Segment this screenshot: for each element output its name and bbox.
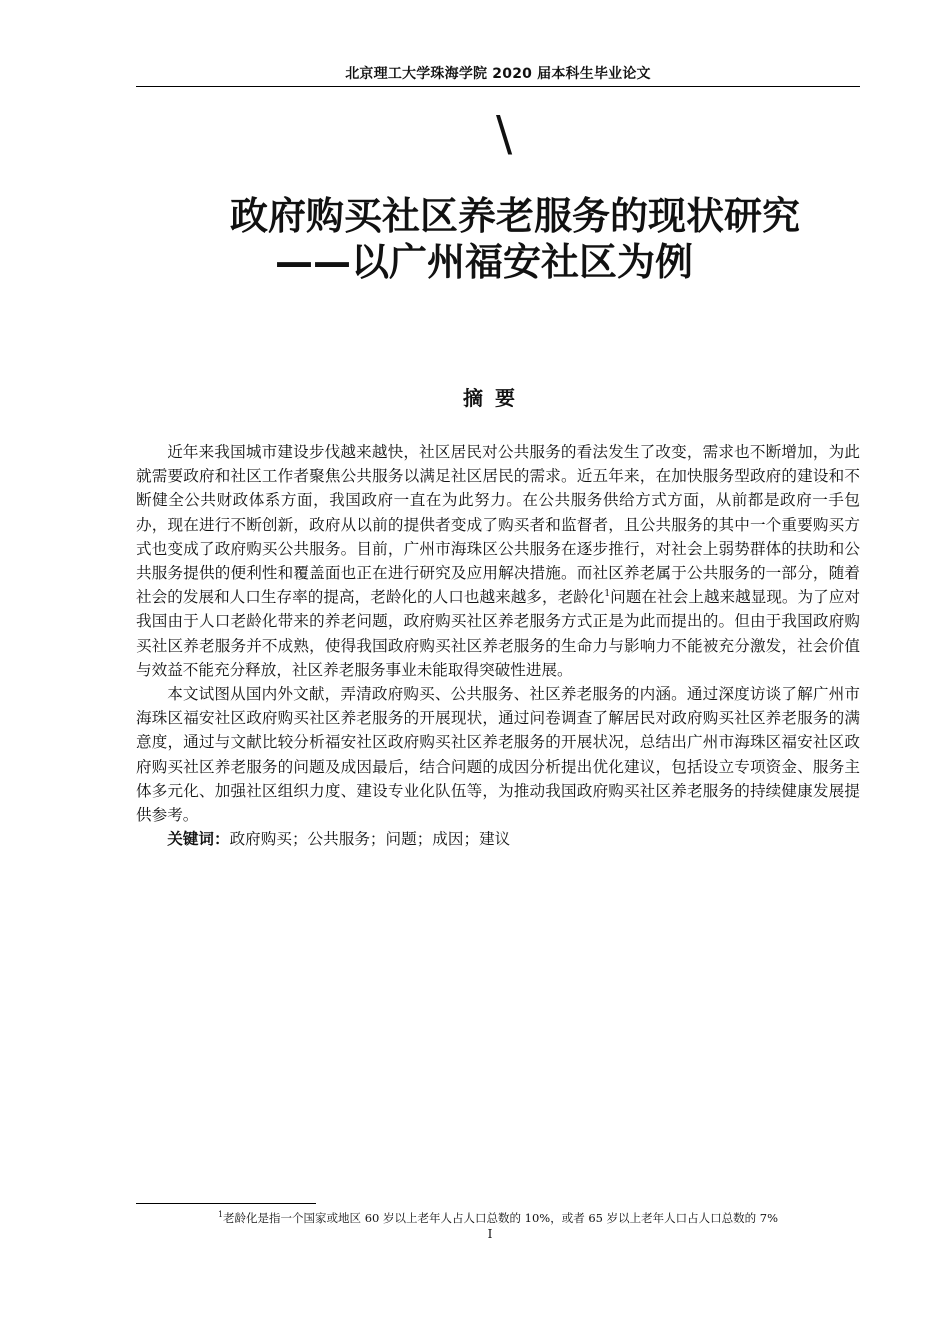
footnote-text: 老龄化是指一个国家或地区 60 岁以上老年人占人口总数的 10%，或者 65 岁以上老年人口占人口总数的 7% [223, 1211, 779, 1225]
abstract-paragraph [136, 440, 860, 682]
header-rule [136, 86, 860, 87]
abstract-paragraph-text: 近年来我国城市建设步伐越来越快，社区居民对公共服务的看法发生了改变，需求也不断增加，为此就需要政府和社区工作者聚焦公共服务以满足社区居民的需求。近五年来，在加快服务型政府的建设和不断健全公共财政体系方面，我国政府一直在为此努力。在公共服务供给方式方面，从前都是政府一手包办，现在进行不断创新，政府从以前的提供者变成了购买者和监督者，且公共服务的其中一个重要购买方式也变成了政府购买公共服务。目前，广州市海珠区公共服务在逐步推行，对社会上弱势群体的扶助和公共服务提供的便利性和覆盖面也正在进行研究及应用解决措施。而社区养老属于公共服务的一部分，随着社会的发展和人口生存率的提高，老龄化的人口也越来越多，老龄化 [136, 443, 860, 607]
footnote-reference[interactable]: 1 [604, 589, 611, 600]
running-header: 北京理工大学珠海学院 2020 届本科生毕业论文 [345, 66, 651, 82]
abstract-heading: 摘要 [463, 386, 527, 410]
thesis-subtitle: ——以广州福安社区为例 [275, 240, 694, 284]
stray-backslash-mark: \ [496, 106, 513, 162]
footnote-separator [136, 1203, 316, 1204]
abstract-paragraph-text: 问题在社会上越来越显现。为了应对我国由于人口老龄化带来的养老问题，政府购买社区养老服务方式正是为此而提出的。但由于我国政府购买社区养老服务并不成熟，使得我国政府购买社区养老服务的生命力与影响力不能被充分激发，社会价值与效益不能充分释放，社区养老服务事业未能取得突破性进展。 [136, 588, 860, 679]
keywords-label: 关键词： [167, 830, 230, 849]
abstract-paragraph: 本文试图从国内外文献，弄清政府购买、公共服务、社区养老服务的内涵。通过深度访谈了解广州市海珠区福安社区政府购买社区养老服务的开展现状，通过问卷调查了解居民对政府购买社区养老服务的满意度，通过与文献比较分析福安社区政府购买社区养老服务的开展状况，总结出广州市海珠区福安社区政府购买社区养老服务的问题及成因最后，结合问题的成因分析提出优化建议，包括设立专项资金、服务主体多元化、加强社区组织力度、建设专业化队伍等，为推动我国政府购买社区养老服务的持续健康发展提供参考。 [136, 685, 860, 825]
keywords-line [136, 827, 860, 851]
keywords-list: 政府购买；公共服务；问题；成因；建议 [229, 830, 511, 849]
footnote-marker: 1 [217, 1210, 224, 1220]
page-number: I [487, 1227, 493, 1241]
thesis-title: 政府购买社区养老服务的现状研究 [230, 194, 801, 238]
abstract-body [136, 440, 860, 851]
footnote [136, 1210, 860, 1226]
